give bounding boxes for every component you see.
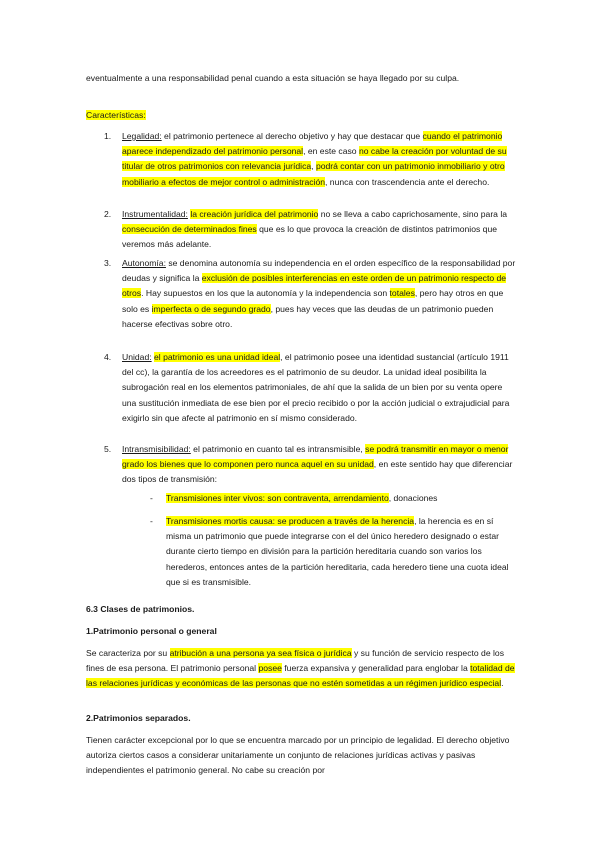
sub-item-2-dash: - [150,516,153,526]
sub-item-1-highlight: Transmisiones inter vivos: son contraventa, arrendamiento [166,493,389,503]
item-1-text-4: , nunca con trascendencia ante el derecho. [325,176,490,187]
item-4-term: Unidad: [122,352,152,362]
item-legalidad [122,129,518,190]
item-3-text-1: se denomina autonomía su independencia en el orden específico de la responsabilidad por deudas y significa la [122,258,516,284]
personal-text-2: y su función de servicio respecto de los fines de esa persona. El patrimonio personal [86,648,504,674]
separados-paragraph [86,733,518,779]
item-5-text-2: , en este sentido hay que diferenciar dos tipos de transmisión: [122,459,513,485]
personal-text-1: Se caracteriza por su [86,648,170,658]
item-3-highlight-2: totales [389,288,415,299]
separados-heading [86,711,518,726]
item-1-text-2: , en este caso [303,146,359,157]
item-5-text-1: el patrimonio en cuanto tal es intransmisible, [190,444,366,454]
section-heading-text: 6.3 Clases de patrimonios. [86,604,195,614]
item-3-text-3: , pero hay otros en que solo es [122,288,504,314]
sub-item-inter-vivos [166,491,518,506]
sub-item-2-highlight: Transmisiones mortis causa: se producen a través de la herencia [166,516,415,526]
item-2-number: 2. [104,209,112,219]
item-1-number: 1. [104,131,112,141]
caracteristicas-heading [86,108,518,123]
intro-paragraph [86,71,518,86]
sub-item-1-dash: - [150,493,153,503]
personal-text-3: fuerza expansiva y generalidad para englobar la [281,663,471,674]
item-4-number: 4. [104,352,112,362]
item-1-highlight-1: cuando el patrimonio aparece independizado del patrimonio personal [122,131,503,157]
separados-heading-text: 2.Patrimonios separados. [86,713,191,723]
sub-item-1-text: , donaciones [388,493,438,503]
item-2-highlight-1: la creación jurídica del patrimonio [190,209,319,219]
item-instrumentalidad [122,207,518,253]
item-5-term: Intransmisibilidad: [122,444,191,454]
personal-highlight-1: atribución a una persona ya sea física o jurídica [169,648,352,658]
item-autonomia [122,256,518,332]
separados-text: Tienen carácter excepcional por lo que se encuentra marcado por un principio de legalidad. El derecho objetivo autoriza ciertos casos a considerar unitariamente un conjunto de relaciones jurídicas activas y pasivas independientes el patrimonio general. No cabe su creación por [86,735,510,776]
item-4-text-2: , el patrimonio posee una identidad sustancial (artículo 1911 del cc), la garantía de los acreedores es el patrimonio de su deudor. La unidad ideal posibilita la subrogación real en los elementos patrimoniales, de ahí que la salida de un bien por su venta opere una sustitución inmediata de ese bien por el precio recibido o por la acción judicial o extrajudicial para exigirlo sin que afecte al patrimonio en sí mismo considerado. [122,352,510,423]
personal-highlight-2: posee [258,663,282,674]
item-3-number: 3. [104,258,112,268]
section-heading [86,602,518,617]
intro-text: eventualmente a una responsabilidad penal cuando a esta situación se haya llegado por su culpa. [86,73,460,83]
item-3-text-4: , pues hay veces que las deudas de un patrimonio pueden hacerse efectivas sobre otro. [122,303,494,329]
item-1-text-1: el patrimonio pertenece al derecho objetivo y hay que destacar que [161,131,423,141]
personal-highlight-3: totalidad de las relaciones jurídicas y económicas de las personas que no estén sometidas a un régimen jurídico especial [86,663,515,689]
item-2-highlight-2: consecución de determinados fines [122,224,257,235]
personal-paragraph [86,646,518,692]
item-5-highlight-1: se podrá transmitir en mayor o menor grado los bienes que lo componen pero nunca aquel en su unidad [122,444,509,470]
item-1-term: Legalidad: [122,131,162,141]
item-5-number: 5. [104,444,112,454]
item-3-highlight-1: exclusión de posibles interferencias en este orden de un patrimonio respecto de otros [122,273,507,299]
item-1-text-3: , [311,161,316,172]
personal-heading [86,624,518,639]
sub-item-2-text: , la herencia es en sí misma un patrimonio que puede integrarse con el del único heredero designado o estar durante cierto tiempo en división para la partición hereditaria cuando son varios los herederos, entonces antes de la partición hereditaria, cada heredero tiene una cuota ideal que si es transmisible. [166,516,509,587]
item-1-highlight-2: no cabe la creación por voluntad de su titular de otros patrimonios con relevancia jurídica [122,146,507,172]
caracteristicas-heading-text: Características: [86,110,146,120]
item-4-highlight-1: el patrimonio es una unidad ideal [154,352,281,362]
item-3-term: Autonomía: [122,258,166,268]
personal-text-4: . [501,678,504,689]
item-2-text-2: no se lleva a cabo caprichosamente, sino para la [318,209,508,219]
item-2-term: Instrumentalidad: [122,209,188,219]
item-1-highlight-3: podrá contar con un patrimonio inmobiliario y otro mobiliario a efectos de mejor control o administración [122,161,505,187]
item-unidad [122,350,518,426]
sub-item-mortis-causa [166,514,518,590]
item-3-text-2: . Hay supuestos en los que la autonomía y la independencia son [141,288,390,299]
item-2-text-3: que es lo que provoca la creación de distintos patrimonios que veremos más adelante. [122,224,498,250]
personal-heading-text: 1.Patrimonio personal o general [86,626,217,636]
item-intransmisibilidad [122,442,518,488]
item-3-highlight-3: imperfecta o de segundo grado [151,303,271,314]
